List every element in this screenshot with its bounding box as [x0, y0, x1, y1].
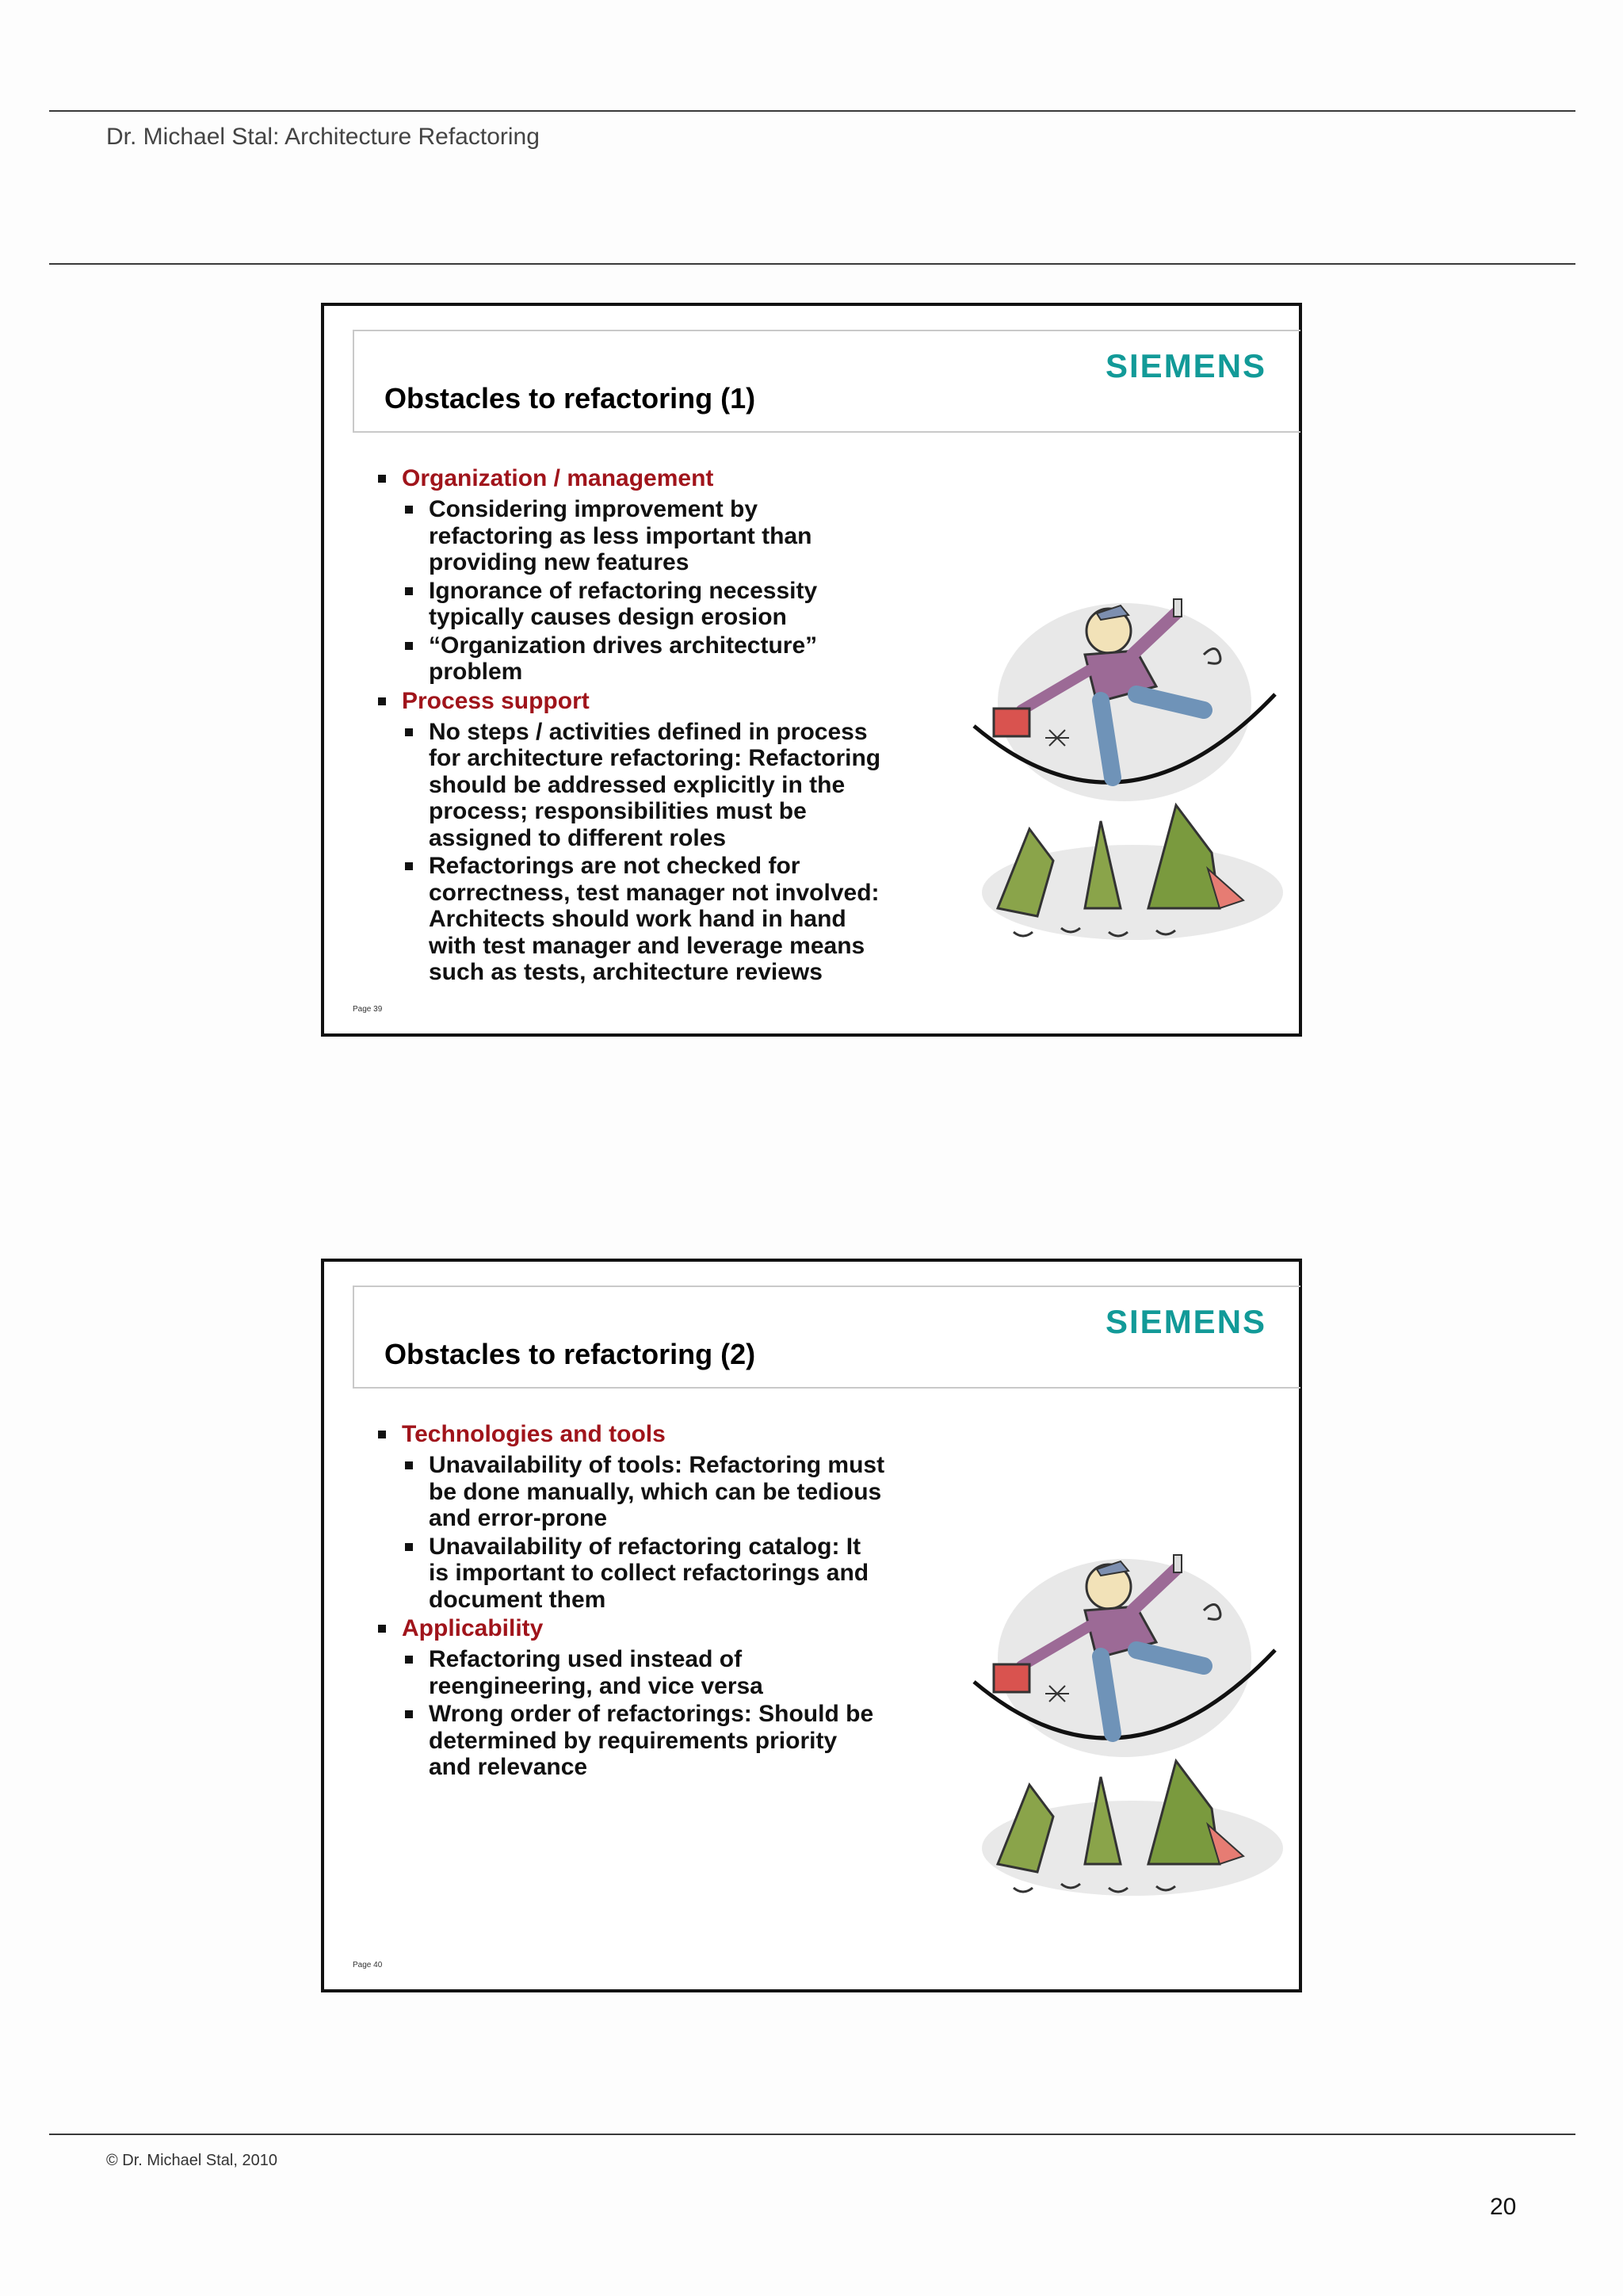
header-rule-bottom	[49, 263, 1575, 265]
slide-40	[321, 1259, 1302, 1992]
section-heading: Technologies and tools	[378, 1419, 885, 1450]
siemens-logo: SIEMENS	[1106, 347, 1267, 384]
footer-rule	[49, 2134, 1575, 2135]
section-heading: Organization / management	[378, 463, 885, 495]
bullet-item: “Organization drives architecture” problem	[378, 632, 885, 686]
bullet-item: Unavailability of refactoring catalog: It is important to collect refactorings and document them	[378, 1534, 885, 1614]
copyright: © Dr. Michael Stal, 2010	[106, 2152, 277, 2169]
bullet-item: Wrong order of refactorings: Should be determined by requirements priority and relevance	[378, 1701, 885, 1781]
slide-title: Obstacles to refactoring (1)	[384, 382, 756, 415]
section-heading: Applicability	[378, 1613, 885, 1645]
bullet-item: Unavailability of tools: Refactoring must be done manually, which can be tedious and error-prone	[378, 1452, 885, 1532]
slide-content	[378, 463, 885, 986]
tightrope-walker-icon	[966, 1547, 1283, 1904]
bullet-item: Considering improvement by refactoring as less important than providing new features	[378, 496, 885, 576]
document-header: Dr. Michael Stal: Architecture Refactoring	[106, 124, 540, 150]
page-number: 20	[1490, 2194, 1517, 2220]
header-rule-top	[49, 110, 1575, 112]
slide-39	[321, 303, 1302, 1037]
bullet-item: No steps / activities defined in process for architecture refactoring: Refactoring should be addressed explicitly in the process; responsibilities must be assigned to different roles	[378, 719, 885, 852]
siemens-logo: SIEMENS	[1106, 1303, 1267, 1340]
slide-title-box	[353, 330, 1300, 433]
tightrope-walker-icon	[966, 591, 1283, 948]
bullet-item: Ignorance of refactoring necessity typically causes design erosion	[378, 578, 885, 631]
bullet-item: Refactorings are not checked for correctness, test manager not involved: Architects should work hand in hand with test manager and leverage means such as tests, architecture reviews	[378, 853, 885, 986]
slide-title: Obstacles to refactoring (2)	[384, 1338, 756, 1370]
slide-content	[378, 1419, 885, 1781]
slide-page-label: Page 40	[353, 1961, 383, 1969]
section-heading: Process support	[378, 686, 885, 717]
bullet-item: Refactoring used instead of reengineering, and vice versa	[378, 1646, 885, 1699]
slide-title-box	[353, 1286, 1300, 1389]
slide-page-label: Page 39	[353, 1005, 383, 1014]
